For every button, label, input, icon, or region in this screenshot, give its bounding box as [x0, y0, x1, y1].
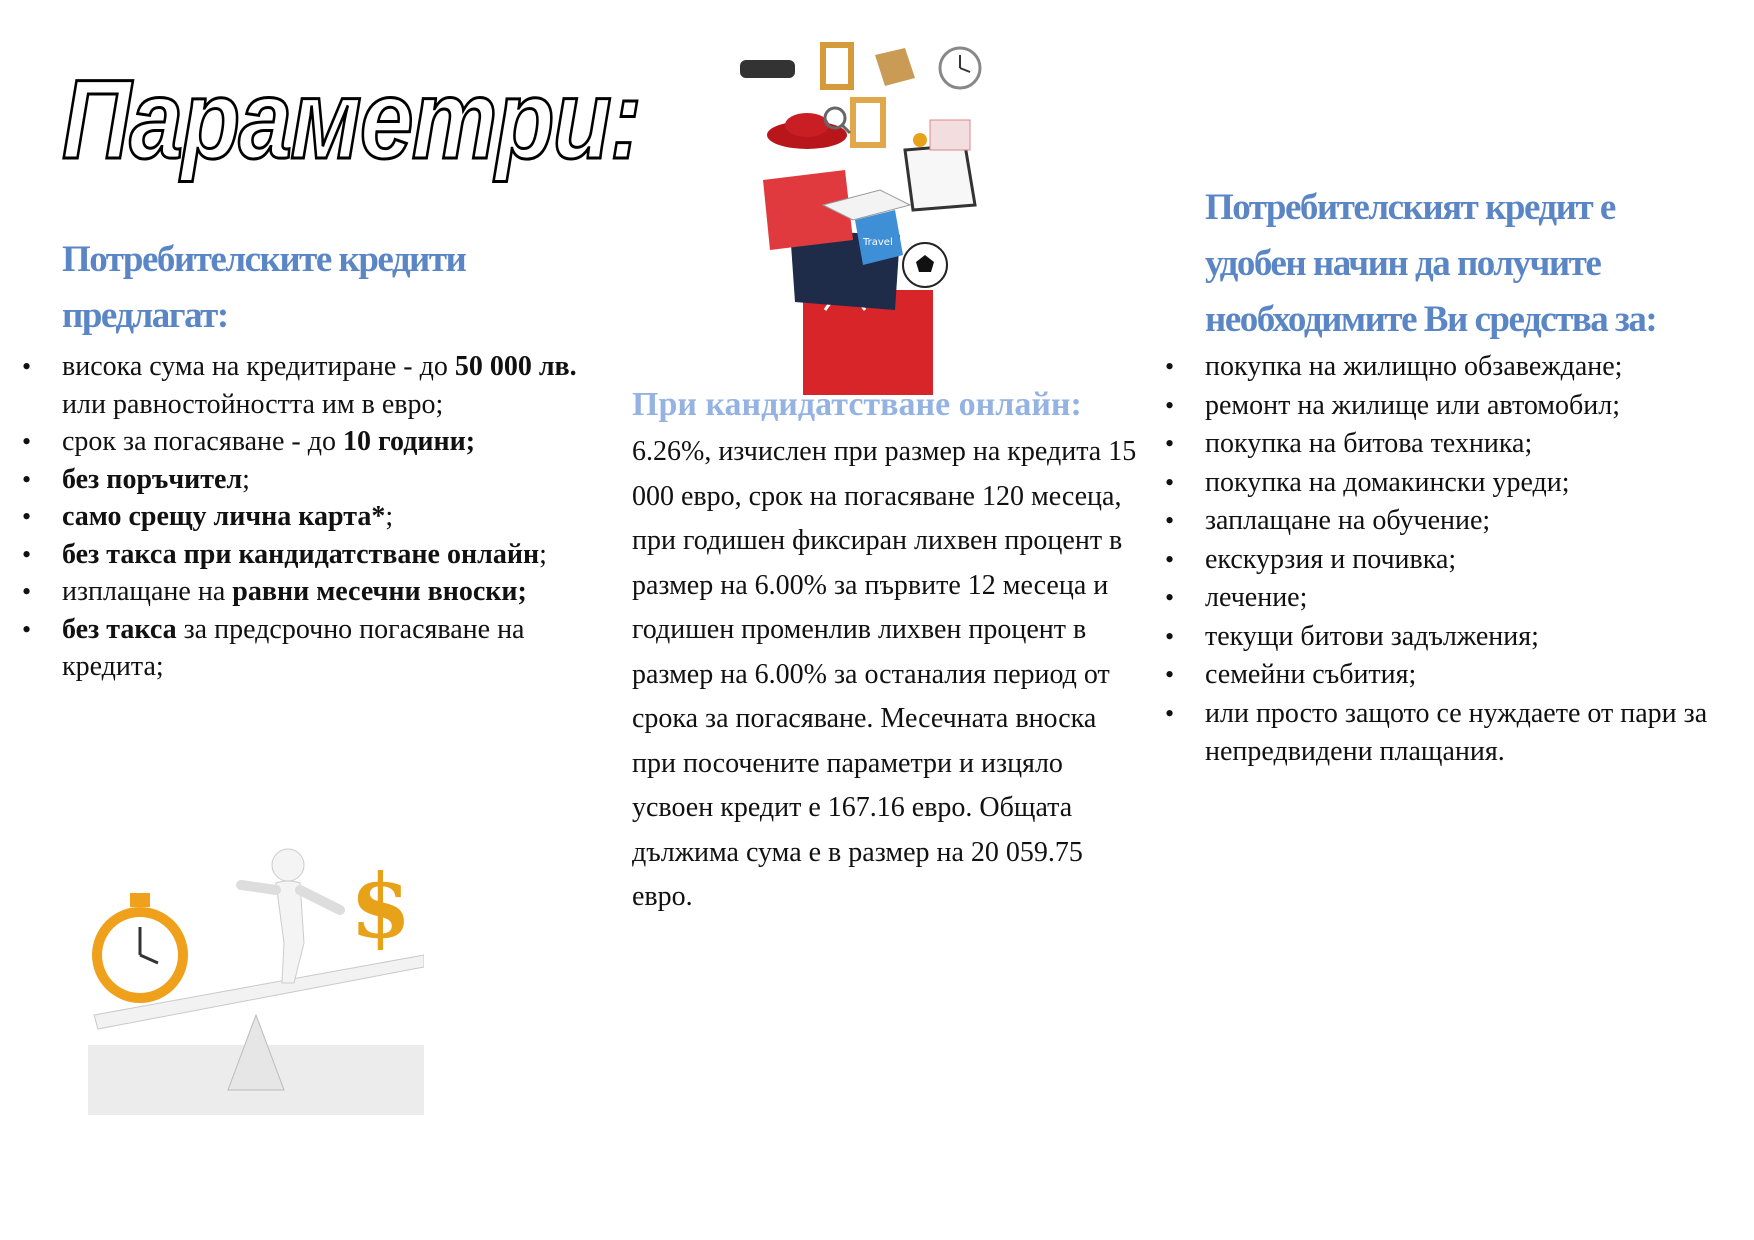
picture-frame-icon	[823, 45, 851, 87]
dollar-sign-icon: $	[350, 854, 412, 958]
pink-gift-icon	[930, 120, 970, 150]
col1-benefit-item	[20, 498, 590, 536]
passport-label: Travel	[863, 237, 893, 248]
page-title: Параметри:	[62, 57, 641, 182]
shopping-bags-illustration	[735, 40, 1005, 395]
col1-benefit-text: срок за погасяване - до	[62, 426, 343, 457]
col1-benefit-text: ;	[539, 538, 547, 570]
col3-purposes-list	[1163, 348, 1753, 772]
picture-frame-icon-2	[853, 100, 883, 145]
col3-purpose-item: • или просто защото се нуждаете от пари за непредвидени плащания.	[1163, 695, 1753, 772]
col3-purpose-item: • екскурзия и почивка;	[1163, 541, 1753, 580]
col3-purpose-item: • лечение;	[1163, 579, 1753, 618]
col3-purpose-item: • заплащане на обучение;	[1163, 502, 1753, 541]
col3-heading-line3: необходимите Ви средства за:	[1205, 299, 1657, 340]
col1-heading-line1: Потребителските кредити	[62, 239, 466, 280]
col1-benefit-text: без такса при кандидатстване онлайн	[62, 538, 540, 570]
col1-benefit-text: без такса	[62, 613, 177, 645]
col3-heading-line2: удобен начин да получите	[1205, 243, 1601, 284]
col1-benefit-text: ;	[242, 463, 250, 495]
col1-benefit-text: изплащане на	[62, 576, 233, 607]
col1-benefit-text: без поръчител	[62, 463, 243, 495]
col1-heading-line2: предлагат:	[62, 295, 228, 336]
col3-heading-line1: Потребителският кредит е	[1205, 187, 1615, 228]
col1-benefit-text: висока сума на кредитиране - до	[62, 351, 455, 382]
col1-benefit-item	[20, 461, 590, 499]
sunglasses-icon	[740, 60, 795, 78]
gift-box-icon	[875, 48, 915, 86]
col1-benefit-text: равни месечни вноски;	[232, 576, 527, 607]
col1-benefit-text: за предсрочно погасяване на кредита;	[62, 613, 525, 682]
col1-benefit-item	[20, 573, 590, 611]
col1-benefit-text: ;	[385, 501, 394, 532]
col1-heading	[62, 232, 582, 344]
time-money-balance-illustration	[88, 845, 424, 1115]
col1-benefit-item	[20, 348, 590, 423]
col3-purpose-item: • ремонт на жилище или автомобил;	[1163, 387, 1753, 426]
col1-benefit-item	[20, 611, 590, 686]
col3-purpose-item: • текущи битови задължения;	[1163, 618, 1753, 657]
col2-heading: При кандидатстване онлайн:	[632, 386, 1082, 423]
col3-purpose-item: • семейни събития;	[1163, 656, 1753, 695]
col3-heading	[1205, 180, 1745, 348]
col3-purpose-item: • покупка на жилищно обзавеждане;	[1163, 348, 1753, 387]
col1-benefits-list	[20, 348, 590, 686]
tablet-icon	[905, 145, 975, 210]
col2-body-text: 6.26%, изчислен при размер на кредита 15 000 евро, срок на погасяване 120 месеца, при годишен фиксиран лихвен процент в размер на 6.00% за първите 12 месеца и годишен променлив лихвен процент в размер на 6.00% за останалия период от срока за погасяване. Месечната вноска при посочените параметри и изцяло усвоен кредит е 167.16 евро. Общата дължима сума е в размер на 20 059.75 евро.	[632, 436, 1137, 912]
col3-purpose-item: • покупка на битова техника;	[1163, 425, 1753, 464]
coin-icon	[913, 133, 927, 147]
col1-benefit-text: 10 години;	[342, 426, 476, 457]
col1-benefit-text: или равностойността им в евро;	[62, 388, 444, 420]
col1-benefit-item	[20, 536, 590, 574]
person-head-icon	[272, 849, 304, 881]
col3-purpose-item: • покупка на домакински уреди;	[1163, 464, 1753, 503]
col1-benefit-item	[20, 423, 590, 461]
col1-benefit-text: само срещу лична карта*	[62, 501, 386, 532]
col1-benefit-text: 50 000 лв.	[454, 351, 577, 382]
